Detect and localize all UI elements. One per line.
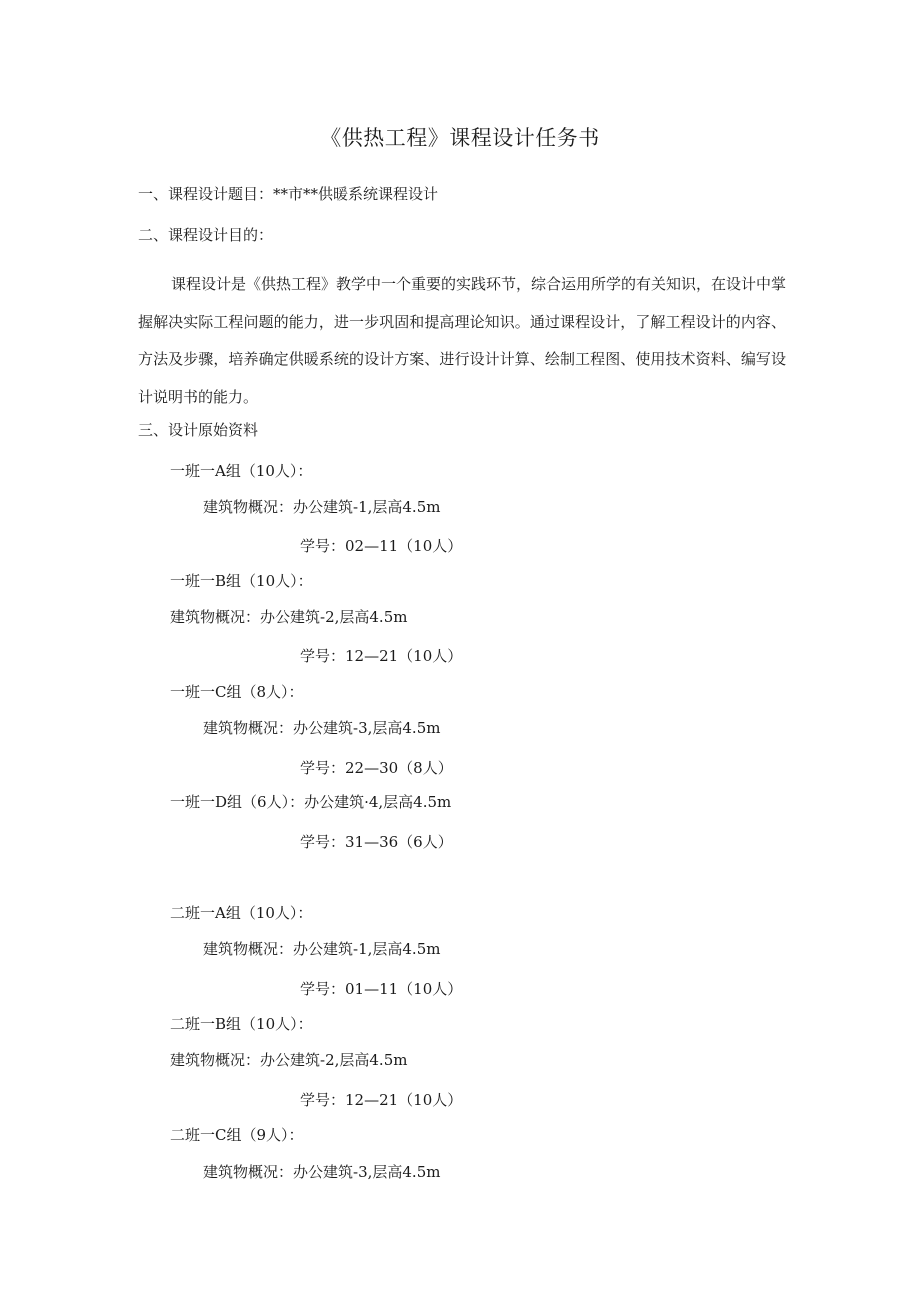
class1-group-d-student-ids: 学号：31—36（6人）	[300, 833, 453, 851]
class2-group-b-student-ids: 学号：12—21（10人）	[300, 1091, 463, 1109]
section-1-heading: 一、课程设计题目：**市**供暖系统课程设计	[138, 185, 439, 203]
class1-group-b-label: 一班一B组（10人）：	[170, 572, 313, 590]
class2-group-c-building: 建筑物概况：办公建筑-3,层高4.5m	[203, 1163, 441, 1181]
class1-group-c-student-ids: 学号：22—30（8人）	[300, 759, 453, 777]
class2-group-c-label: 二班一C组（9人）：	[170, 1126, 304, 1144]
section-2-heading: 二、课程设计目的：	[138, 226, 274, 244]
class1-group-a-student-ids: 学号：02—11（10人）	[300, 537, 463, 555]
class1-group-a-building: 建筑物概况：办公建筑-1,层高4.5m	[203, 498, 441, 516]
purpose-paragraph: 课程设计是《供热工程》教学中一个重要的实践环节，综合运用所学的有关知识，在设计中掌握解决实际工程问题的能力，进一步巩固和提高理论知识。通过课程设计，了解工程设计的内容、方法及步骤，培养确定供暖系统的设计方案、进行设计计算、绘制工程图、使用技术资料、编写设计说明书的能力。	[138, 275, 787, 406]
class1-group-c-building: 建筑物概况：办公建筑-3,层高4.5m	[203, 719, 441, 737]
class2-group-b-building: 建筑物概况：办公建筑-2,层高4.5m	[170, 1051, 408, 1069]
class2-group-a-label: 二班一A组（10人）：	[170, 904, 313, 922]
class1-group-c-label: 一班一C组（8人）：	[170, 683, 304, 701]
class2-group-a-building: 建筑物概况：办公建筑-1,层高4.5m	[203, 940, 441, 958]
document-title: 《供热工程》课程设计任务书	[320, 126, 600, 150]
section-3-heading: 三、设计原始资料	[138, 421, 259, 439]
class1-group-d-label: 一班一D组（6人）：办公建筑·4,层高4.5m	[170, 793, 452, 811]
class1-group-b-student-ids: 学号：12—21（10人）	[300, 647, 463, 665]
class1-group-b-building: 建筑物概况：办公建筑-2,层高4.5m	[170, 608, 408, 626]
class2-group-a-student-ids: 学号：01—11（10人）	[300, 980, 463, 998]
class2-group-b-label: 二班一B组（10人）：	[170, 1015, 313, 1033]
class1-group-a-label: 一班一A组（10人）：	[170, 462, 313, 480]
